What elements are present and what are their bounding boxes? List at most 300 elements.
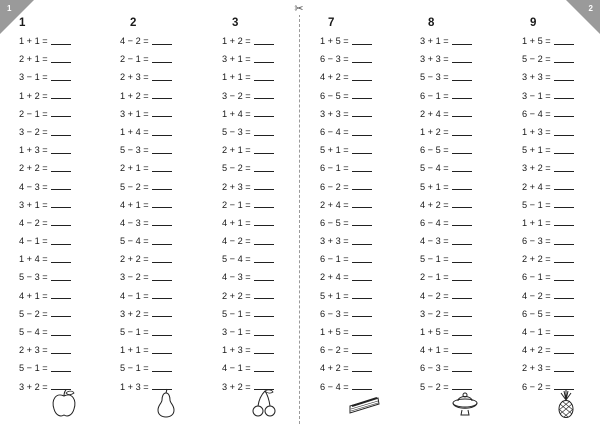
answer-blank[interactable] (51, 298, 71, 299)
problem-expression: 4 + 2 = (320, 72, 349, 83)
problem-row (19, 123, 109, 141)
problem-expression: 4 − 3 = (19, 181, 48, 192)
problem-expression: 2 − 1 = (120, 54, 149, 65)
answer-blank[interactable] (152, 62, 172, 63)
answer-blank[interactable] (352, 225, 372, 226)
problem-row (320, 105, 410, 123)
answer-blank[interactable] (452, 135, 472, 136)
problem-row (120, 287, 210, 305)
answer-blank[interactable] (554, 353, 574, 354)
answer-blank[interactable] (152, 80, 172, 81)
problem-expression: 5 − 1 = (120, 327, 149, 337)
problem-expression: 4 + 1 = (120, 199, 149, 210)
problem-expression: 2 + 4 = (522, 181, 551, 192)
problem-expression: 1 + 1 = (19, 36, 48, 46)
page-number-left: 1 (7, 4, 12, 13)
column-title: 9 (530, 17, 537, 29)
problem-expression: 4 + 2 = (522, 345, 551, 356)
problem-expression: 4 − 3 = (222, 272, 251, 283)
answer-blank[interactable] (352, 116, 372, 117)
answer-blank[interactable] (254, 135, 274, 136)
problem-row (19, 50, 109, 68)
answer-blank[interactable] (452, 44, 472, 45)
answer-blank[interactable] (254, 80, 274, 81)
problem-expression: 3 + 1 = (120, 108, 149, 119)
problem-expression: 3 + 1 = (222, 54, 251, 65)
answer-blank[interactable] (152, 262, 172, 263)
problem-expression: 1 + 1 = (522, 217, 551, 228)
problem-expression: 6 − 5 = (420, 145, 449, 156)
problem-row (19, 178, 109, 196)
answer-blank[interactable] (352, 207, 372, 208)
problem-row (320, 32, 410, 50)
problem-row (420, 141, 510, 159)
problem-row (120, 105, 210, 123)
problem-row (522, 105, 600, 123)
problem-expression: 5 − 4 = (420, 163, 449, 174)
answer-blank[interactable] (554, 98, 574, 99)
problem-expression: 1 + 1 = (222, 72, 251, 83)
problem-expression: 2 + 3 = (522, 363, 551, 374)
problem-expression: 3 + 3 = (522, 72, 551, 83)
answer-blank[interactable] (51, 280, 71, 281)
problem-row (320, 178, 410, 196)
answer-blank[interactable] (254, 207, 274, 208)
answer-blank[interactable] (352, 262, 372, 263)
problem-expression: 1 + 5 = (522, 36, 551, 46)
problem-row (522, 123, 600, 141)
problem-row (320, 232, 410, 250)
answer-blank[interactable] (352, 62, 372, 63)
answer-blank[interactable] (554, 207, 574, 208)
answer-blank[interactable] (152, 98, 172, 99)
dessert-bowl-icon (450, 388, 480, 418)
problem-expression: 1 + 4 = (19, 254, 48, 265)
problem-expression: 2 + 3 = (19, 345, 48, 356)
problem-expression: 1 + 2 = (420, 126, 449, 137)
problem-row (120, 359, 210, 377)
answer-blank[interactable] (152, 225, 172, 226)
problem-expression: 4 + 1 = (19, 290, 48, 301)
problem-row (120, 123, 210, 141)
answer-blank[interactable] (254, 171, 274, 172)
problem-row (522, 232, 600, 250)
problem-expression: 4 − 3 = (420, 236, 449, 247)
problem-expression: 4 − 1 = (19, 236, 48, 247)
problem-expression: 1 + 5 = (320, 327, 349, 337)
problem-expression: 5 − 1 = (120, 363, 149, 374)
problem-row (120, 305, 210, 323)
answer-blank[interactable] (352, 244, 372, 245)
problem-expression: 2 + 3 = (120, 72, 149, 83)
answer-blank[interactable] (352, 371, 372, 372)
problem-expression: 1 + 3 = (120, 381, 149, 392)
problem-row (420, 68, 510, 86)
problem-expression: 6 − 5 = (522, 308, 551, 319)
problem-expression: 4 − 2 = (222, 236, 251, 247)
problem-expression: 3 + 2 = (222, 381, 251, 392)
answer-blank[interactable] (152, 189, 172, 190)
problem-expression: 5 − 2 = (120, 181, 149, 192)
problem-expression: 1 + 5 = (420, 327, 449, 337)
problem-row (320, 123, 410, 141)
problem-expression: 6 − 1 = (320, 163, 349, 174)
answer-blank[interactable] (554, 116, 574, 117)
answer-blank[interactable] (352, 298, 372, 299)
answer-blank[interactable] (51, 98, 71, 99)
answer-blank[interactable] (452, 298, 472, 299)
answer-blank[interactable] (352, 280, 372, 281)
answer-blank[interactable] (51, 135, 71, 136)
problem-row (120, 268, 210, 286)
answer-blank[interactable] (152, 135, 172, 136)
problem-expression: 6 − 5 = (320, 90, 349, 101)
answer-blank[interactable] (152, 280, 172, 281)
answer-blank[interactable] (452, 262, 472, 263)
problem-row (320, 341, 410, 359)
problem-expression: 2 + 4 = (420, 108, 449, 119)
problem-expression: 2 − 1 = (420, 272, 449, 283)
problem-row (320, 159, 410, 177)
problem-expression: 2 − 1 = (19, 108, 48, 119)
problem-expression: 2 + 2 = (522, 254, 551, 265)
answer-blank[interactable] (554, 298, 574, 299)
problem-expression: 6 − 2 = (522, 381, 551, 392)
exercise-column-1 (19, 14, 109, 396)
answer-blank[interactable] (254, 44, 274, 45)
answer-blank[interactable] (152, 316, 172, 317)
answer-blank[interactable] (51, 353, 71, 354)
problem-row (320, 141, 410, 159)
scissors-icon: ✂ (292, 3, 306, 15)
problem-row (420, 159, 510, 177)
problem-row (420, 323, 510, 341)
problem-row (522, 32, 600, 50)
problem-row (320, 323, 410, 341)
problem-expression: 4 − 1 = (120, 290, 149, 301)
exercise-column-2 (120, 14, 210, 396)
problem-row (420, 268, 510, 286)
answer-blank[interactable] (51, 189, 71, 190)
answer-blank[interactable] (51, 80, 71, 81)
problem-expression: 5 − 2 = (522, 54, 551, 65)
problem-row (19, 341, 109, 359)
answer-blank[interactable] (352, 189, 372, 190)
answer-blank[interactable] (352, 98, 372, 99)
answer-blank[interactable] (254, 116, 274, 117)
answer-blank[interactable] (452, 98, 472, 99)
problem-expression: 1 + 3 = (19, 145, 48, 156)
answer-blank[interactable] (554, 153, 574, 154)
problem-row (320, 68, 410, 86)
answer-blank[interactable] (554, 171, 574, 172)
cherries-icon (250, 388, 278, 418)
problem-row (120, 323, 210, 341)
problem-row (420, 359, 510, 377)
answer-blank[interactable] (554, 135, 574, 136)
problem-expression: 4 − 1 = (522, 327, 551, 337)
problem-row (522, 196, 600, 214)
answer-blank[interactable] (152, 171, 172, 172)
answer-blank[interactable] (254, 189, 274, 190)
problem-expression: 6 − 3 = (522, 236, 551, 247)
problem-expression: 6 − 4 = (320, 381, 349, 392)
problem-row (19, 87, 109, 105)
problem-row (420, 305, 510, 323)
problem-row (120, 232, 210, 250)
problem-row (120, 87, 210, 105)
answer-blank[interactable] (51, 153, 71, 154)
problem-expression: 5 − 4 = (120, 236, 149, 247)
problem-expression: 3 + 2 = (19, 381, 48, 392)
problem-expression: 6 − 2 = (320, 345, 349, 356)
answer-blank[interactable] (452, 353, 472, 354)
answer-blank[interactable] (51, 207, 71, 208)
problem-row (19, 359, 109, 377)
problem-expression: 6 − 4 = (420, 217, 449, 228)
problem-expression: 4 + 1 = (420, 345, 449, 356)
answer-blank[interactable] (554, 44, 574, 45)
problem-row (320, 250, 410, 268)
problem-expression: 3 + 2 = (120, 308, 149, 319)
answer-blank[interactable] (152, 353, 172, 354)
problem-expression: 4 − 2 = (420, 290, 449, 301)
problem-row (522, 268, 600, 286)
problem-expression: 2 + 1 = (222, 145, 251, 156)
answer-blank[interactable] (152, 371, 172, 372)
problem-row (420, 178, 510, 196)
column-title: 8 (428, 17, 435, 29)
problem-expression: 3 − 1 = (19, 72, 48, 83)
problem-expression: 2 + 3 = (222, 181, 251, 192)
answer-blank[interactable] (452, 335, 472, 336)
answer-blank[interactable] (254, 335, 274, 336)
problem-expression: 4 − 2 = (19, 217, 48, 228)
problem-row (19, 196, 109, 214)
answer-blank[interactable] (554, 316, 574, 317)
answer-blank[interactable] (554, 80, 574, 81)
problem-row (420, 123, 510, 141)
answer-blank[interactable] (452, 207, 472, 208)
answer-blank[interactable] (51, 371, 71, 372)
answer-blank[interactable] (152, 298, 172, 299)
problem-expression: 2 + 1 = (120, 163, 149, 174)
exercise-column-9 (522, 14, 600, 396)
answer-blank[interactable] (554, 62, 574, 63)
problem-expression: 6 − 3 = (320, 54, 349, 65)
problem-row (120, 214, 210, 232)
problem-expression: 3 − 1 = (522, 90, 551, 101)
problem-expression: 3 + 3 = (320, 236, 349, 247)
answer-blank[interactable] (352, 316, 372, 317)
problem-expression: 5 + 1 = (420, 181, 449, 192)
problem-row (420, 250, 510, 268)
answer-blank[interactable] (452, 225, 472, 226)
answer-blank[interactable] (352, 171, 372, 172)
answer-blank[interactable] (51, 44, 71, 45)
problem-expression: 5 − 1 = (19, 363, 48, 374)
answer-blank[interactable] (51, 335, 71, 336)
answer-blank[interactable] (452, 316, 472, 317)
page-number-right: 2 (588, 4, 593, 13)
answer-blank[interactable] (352, 80, 372, 81)
problem-row (522, 141, 600, 159)
cake-slice-icon (348, 388, 382, 418)
problem-row (320, 268, 410, 286)
problem-expression: 1 + 4 = (222, 108, 251, 119)
problem-expression: 2 + 4 = (320, 272, 349, 283)
answer-blank[interactable] (452, 189, 472, 190)
answer-blank[interactable] (452, 116, 472, 117)
problem-expression: 6 − 3 = (320, 308, 349, 319)
right-page (300, 0, 600, 424)
problem-expression: 4 + 2 = (320, 363, 349, 374)
problem-expression: 6 − 5 = (320, 217, 349, 228)
answer-blank[interactable] (352, 353, 372, 354)
answer-blank[interactable] (554, 225, 574, 226)
answer-blank[interactable] (452, 280, 472, 281)
problem-row (522, 287, 600, 305)
problem-row (420, 196, 510, 214)
problem-expression: 6 − 1 = (320, 254, 349, 265)
answer-blank[interactable] (51, 262, 71, 263)
problem-expression: 5 − 3 = (120, 145, 149, 156)
problem-expression: 6 − 2 = (320, 181, 349, 192)
answer-blank[interactable] (254, 280, 274, 281)
answer-blank[interactable] (254, 153, 274, 154)
problem-row (120, 178, 210, 196)
problem-expression: 3 − 2 = (222, 90, 251, 101)
problem-expression: 5 − 3 = (420, 72, 449, 83)
answer-blank[interactable] (51, 316, 71, 317)
column-title: 7 (328, 17, 335, 29)
answer-blank[interactable] (51, 225, 71, 226)
problem-expression: 2 + 1 = (19, 54, 48, 65)
problem-expression: 4 − 2 = (522, 290, 551, 301)
problem-row (320, 87, 410, 105)
problem-row (120, 196, 210, 214)
problem-row (522, 50, 600, 68)
problem-row (120, 341, 210, 359)
problem-row (120, 32, 210, 50)
answer-blank[interactable] (152, 44, 172, 45)
answer-blank[interactable] (51, 62, 71, 63)
column-title: 2 (130, 17, 137, 29)
problem-expression: 4 − 1 = (222, 363, 251, 374)
problem-row (320, 214, 410, 232)
answer-blank[interactable] (452, 244, 472, 245)
problem-row (420, 32, 510, 50)
problem-row (320, 287, 410, 305)
answer-blank[interactable] (554, 244, 574, 245)
problem-expression: 5 − 1 = (222, 308, 251, 319)
problem-expression: 3 − 2 = (420, 308, 449, 319)
problem-row (522, 305, 600, 323)
problem-row (420, 50, 510, 68)
answer-blank[interactable] (51, 171, 71, 172)
problem-expression: 1 + 2 = (120, 90, 149, 101)
problem-row (120, 159, 210, 177)
answer-blank[interactable] (352, 44, 372, 45)
answer-blank[interactable] (554, 335, 574, 336)
answer-blank[interactable] (452, 62, 472, 63)
answer-blank[interactable] (152, 207, 172, 208)
answer-blank[interactable] (254, 298, 274, 299)
problem-expression: 5 − 3 = (222, 126, 251, 137)
answer-blank[interactable] (254, 353, 274, 354)
problem-row (19, 305, 109, 323)
problem-expression: 4 + 1 = (222, 217, 251, 228)
problem-row (19, 323, 109, 341)
answer-blank[interactable] (152, 116, 172, 117)
problem-row (19, 250, 109, 268)
answer-blank[interactable] (452, 153, 472, 154)
problem-row (19, 232, 109, 250)
answer-blank[interactable] (452, 371, 472, 372)
problem-row (522, 341, 600, 359)
answer-blank[interactable] (554, 280, 574, 281)
problem-expression: 2 + 2 = (120, 254, 149, 265)
problem-row (19, 287, 109, 305)
problem-row (522, 87, 600, 105)
answer-blank[interactable] (554, 371, 574, 372)
problem-expression: 2 + 2 = (222, 290, 251, 301)
problem-row (420, 214, 510, 232)
answer-blank[interactable] (254, 225, 274, 226)
answer-blank[interactable] (254, 244, 274, 245)
answer-blank[interactable] (254, 62, 274, 63)
problem-expression: 5 − 1 = (522, 199, 551, 210)
problem-expression: 1 + 2 = (222, 36, 251, 46)
problem-expression: 3 + 3 = (320, 108, 349, 119)
problem-expression: 6 − 3 = (420, 363, 449, 374)
answer-blank[interactable] (452, 171, 472, 172)
answer-blank[interactable] (152, 335, 172, 336)
problem-expression: 3 + 3 = (420, 54, 449, 65)
answer-blank[interactable] (352, 153, 372, 154)
problem-expression: 1 + 4 = (120, 126, 149, 137)
pear-icon (152, 388, 180, 418)
exercise-column-7 (320, 14, 410, 396)
answer-blank[interactable] (452, 80, 472, 81)
answer-blank[interactable] (554, 262, 574, 263)
problem-row (420, 232, 510, 250)
pineapple-icon (552, 388, 580, 418)
apple-icon (50, 388, 78, 418)
answer-blank[interactable] (254, 371, 274, 372)
problem-row (19, 159, 109, 177)
exercise-column-8 (420, 14, 510, 396)
answer-blank[interactable] (254, 262, 274, 263)
answer-blank[interactable] (254, 316, 274, 317)
problem-expression: 4 + 2 = (420, 199, 449, 210)
answer-blank[interactable] (554, 189, 574, 190)
problem-row (320, 50, 410, 68)
answer-blank[interactable] (352, 135, 372, 136)
answer-blank[interactable] (254, 98, 274, 99)
answer-blank[interactable] (152, 244, 172, 245)
answer-blank[interactable] (152, 153, 172, 154)
answer-blank[interactable] (51, 116, 71, 117)
problem-row (522, 159, 600, 177)
problem-row (19, 32, 109, 50)
problem-row (19, 68, 109, 86)
answer-blank[interactable] (352, 335, 372, 336)
answer-blank[interactable] (51, 244, 71, 245)
problem-row (320, 196, 410, 214)
problem-expression: 1 + 3 = (222, 345, 251, 356)
problem-expression: 1 + 5 = (320, 36, 349, 46)
